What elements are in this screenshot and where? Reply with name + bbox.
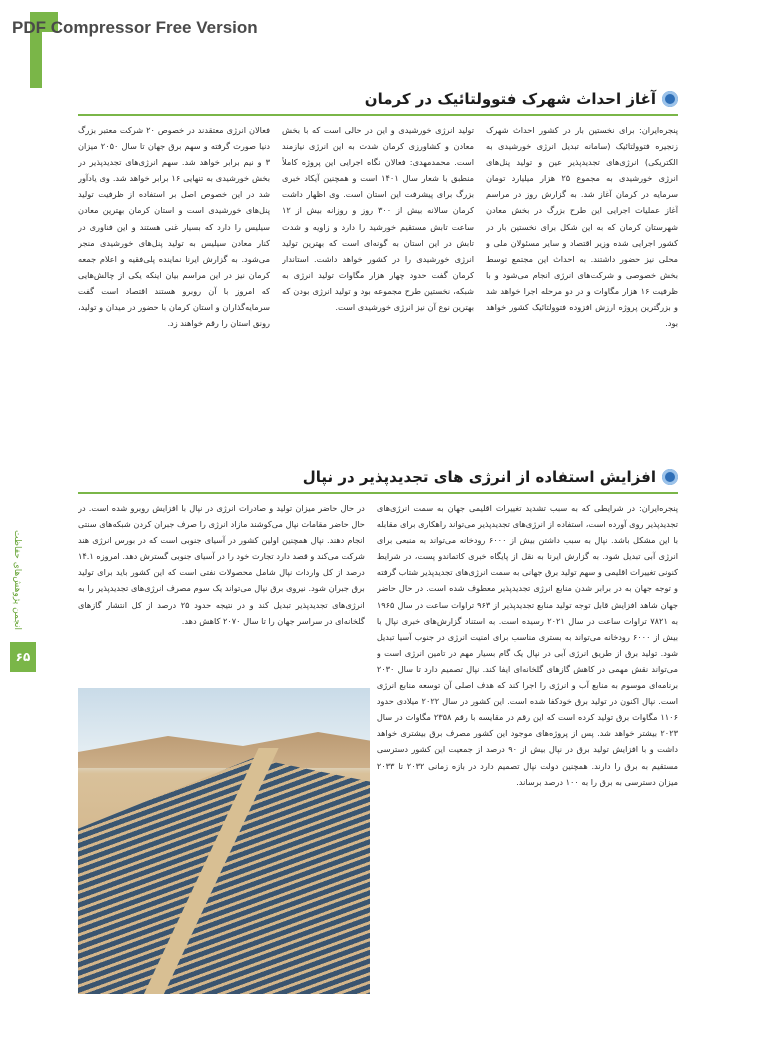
column-text: در حال حاضر میزان تولید و صادرات انرژی در نپال با افزایش روبرو شده است. در حال حاضر مقامات نپال می‌کوشند مازاد انرژی را صرف جبران کردن شبکه‌های سنتی انجام دهند. نپال همچنین اولین کشور در آسیای جنوبی است که در بورس انرژی هند شرکت می‌کند و قصد دارد تجارت خود را در آسیای جنوبی گسترش دهد. امروزه ۱۴.۱ درصد از کل واردات نپال شامل محصولات نفتی است که این کشور باید برای تولید برق جبران شود. نیروی برق نپال می‌تواند یک سوم مصرف انرژی‌های تجدیدپذیر را به انرژی‌های تجدیدپذیر تبدیل کند و در نتیجه حدود ۲۵ درصد از کل انتشار گازهای گلخانه‌ای در سراسر جهان را تا سال ۲۰۷۰ کاهش دهد. — [78, 503, 365, 626]
side-label: انجمن پژوهش‌های حفاظت — [12, 529, 22, 631]
heading-bullet-icon — [662, 469, 678, 485]
column-text: تولید انرژی خورشیدی و این در حالی است که با بخش معادن و کشاورزی کرمان شدت به این انرژی نیازمند است. محمدمهدی: فعالان نگاه اجرایی این پروژه کاملاً منطبق با شعار سال ۱۴۰۱ است و همچنین آیکاد خبری بزرگ برای پیشرفت این استان است. وی اظهار داشت کرمان سالانه بیش از ۳۰۰ روز و روزانه بیش از ۱۲ ساعت تابش مستقیم خورشید را دارد و زاویه و شدت تابش در این استان به گونه‌ای است که بهترین تولید انرژی خورشیدی را در کشور خواهد داشت. استاندار کرمان گفت حدود چهار هزار مگاوات تولید انرژی به شبکه، نخستین طرح مجموعه بود و تولید انرژی بودن که بهترین نوع آن نیز انرژی خورشیدی است. — [282, 125, 474, 313]
column-text: پنجره‌ایران: برای نخستین بار در کشور احداث شهرک زنجیره فتوولتائیک (سامانه تبدیل انرژی خورشیدی به الکتریکی) انرژی‌های تجدیدپذیر عین و تولید پنل‌های انرژی خورشیدی به مجموع ۲۵ هزار میلیارد تومان سرمایه در کرمان آغاز شد. به گزارش روز در مراسم آغاز عملیات اجرایی این طرح بزرگ در بخش معادن شهرستان کرمان که به این شکل برای نخستین بار در کشور اجرایی شده وزیر اقتصاد و سایر مسئولان ملی و محلی نیز حضور داشتند. به احداث این مجتمع توسط بخش خصوصی و شرکت‌های انرژی انجام می‌شود و با ظرفیت ۱۶ هزار مگاوات و در دو مرحله اجرا خواهد شد و بزرگترین پروژه ارزش افزوده فتوولتائیک کشور خواهد بود. — [486, 125, 678, 329]
heading-bullet-icon — [662, 91, 678, 107]
column-middle — [282, 122, 474, 448]
article-columns — [78, 122, 678, 448]
heading-rule — [78, 114, 678, 116]
column-right — [377, 500, 678, 1005]
column-text: فعالان انرژی معتقدند در خصوص ۲۰ شرکت معتبر بزرگ دنیا صورت گرفته و سهم برق جهان تا سال ۲۰۵۰ میزان ۳ و نیم برابر خواهد شد. سهم انرژی‌های تجدیدپذیر در بخش خورشیدی به تنهایی ۱۶ برابر خواهد شد. وی یادآور شد در این خصوص اصل بر استفاده از ظرفیت تولید پنل‌های خورشیدی است و استان کرمان بهترین معادن سیلیس را دارد که بسیار غنی هستند و این فناوری در کنار معادن سیلیس به تولید پنل‌های خورشیدی منجر می‌شود. به گزارش ایرنا نماینده پلی‌فقیه و اعلام جمعه کرمان نیز در این مراسم بیان اینکه یکی از چالش‌هایی که امروز با آن روبرو هستند اقتصاد است گفت سرمایه‌گذاران و استان کرمان با حضور در میدان و تولید، رونق استان را رقم خواهند زد. — [78, 125, 270, 329]
article-title: افزایش استفاده از انرژی های تجدیدپذیر در نپال — [302, 468, 656, 486]
solar-farm-photo — [78, 688, 370, 994]
article-title: آغاز احداث شهرک فتوولتائیک در کرمان — [364, 90, 656, 108]
photo-hills — [78, 728, 370, 768]
column-left — [78, 500, 365, 680]
column-right — [486, 122, 678, 448]
heading-rule — [78, 492, 678, 494]
article-heading — [365, 90, 678, 108]
column-text: پنجره‌ایران: در شرایطی که به سبب تشدید تغییرات اقلیمی جهان به سمت انرژی‌های تجدیدپذیر روی آورده است، استفاده از انرژی‌های تجدیدپذیر می‌تواند راهکاری برای مقابله با این مشکل باشد. نپال به سبب داشتن بیش از ۶۰۰۰ رودخانه می‌تواند به منبعی برای انرژی آبی تبدیل شود. به گزارش ایرنا به نقل از پایگاه خبری کاتماندو پست، در شرایط کنونی تغییرات اقلیمی و سهم تولید برق جهانی به سمت انرژی‌های تجدیدپذیر شتاب گرفته و توجه جهان به در برابر شدن منابع انرژی تجدیدپذیر معطوف شده است. در حال حاضر جهان شاهد افزایش قابل توجه تولید منابع تجدیدپذیر از ۹۶۳ تراوات ساعت در سال ۱۹۶۵ به ۷۸۲۱ تراوات ساعت در سال ۲۰۲۱ رسیده است. به استناد گزارش‌های خبری نپال با بیش از ۶۰۰۰ رودخانه می‌تواند به بستری مناسب برای امنیت انرژی در جنوب آسیا تبدیل شود. تولید برق از طریق انرژی آبی در نپال یک گام بسیار مهم در تامین انرژی است و می‌تواند نقش مهمی در کاهش گازهای گلخانه‌ای ایفا کند. نپال تصمیم دارد تا سال ۲۰۳۰ برنامه‌ای موسوم به منابع آب و انرژی را اجرا کند که هدف اصلی آن توسعه منابع انرژی است. نپال اکنون در تولید برق خودکفا شده است. این کشور در سال ۲۰۲۲ میلادی حدود ۱۱۰۶ مگاوات برق تولید کرده است که این رقم در مقایسه با رقم ۲۳۵۸ مگاوات در سال ۲۰۲۳ بیشتر خواهد شد. پس از پروژه‌های موجود این کشور مصرف برق بیشتری خواهد داشت و با افزایش تولید برق در نپال بیش از ۹۰ درصد از جمعیت این کشور دسترسی مستقیم به برق را دارند. همچنین دولت نپال تصمیم دارد در بازه زمانی ۲۰۳۲ تا ۲۰۳۳ میزان دسترسی به برق را به ۱۰۰ درصد برساند. — [376, 503, 678, 787]
page-number: ۶۵ — [10, 642, 36, 672]
photo-panels — [78, 758, 370, 994]
article-kerman — [78, 90, 678, 450]
watermark: PDF Compressor Free Version — [12, 18, 258, 37]
column-left — [78, 122, 270, 448]
article-heading — [303, 468, 678, 486]
